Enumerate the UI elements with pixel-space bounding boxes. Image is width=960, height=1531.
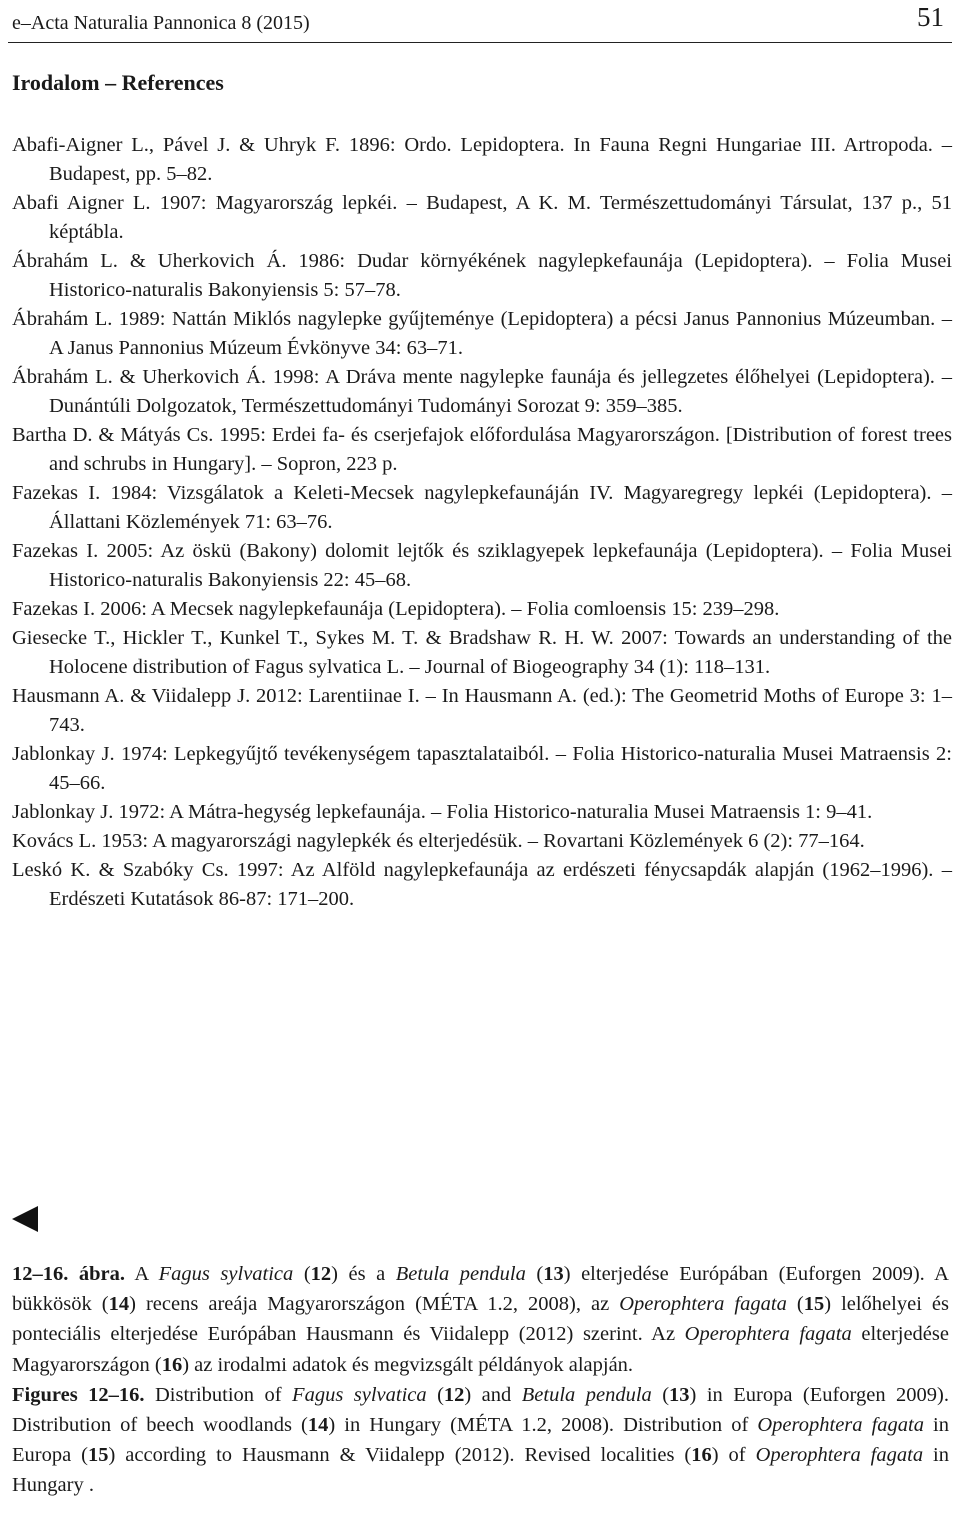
reference-item: Giesecke T., Hickler T., Kunkel T., Sykes M. T. & Bradshaw R. H. W. 2007: Towards an understanding of the Holocene distribution of Fagus sylvatica L. – Journal of Biogeography 34 (1): 118–131. xyxy=(12,627,952,678)
figure-number: 13 xyxy=(669,1383,690,1406)
caption-text: ( xyxy=(651,1383,670,1406)
reference-list xyxy=(12,131,952,914)
reference-item: Abafi-Aigner L., Pável J. & Uhryk F. 1896: Ordo. Lepidoptera. In Fauna Regni Hungariae III. Artropoda. – Budapest, pp. 5–82. xyxy=(12,134,952,185)
caption-text: ( xyxy=(293,1263,311,1285)
reference-item: Fazekas I. 2005: Az öskü (Bakony) dolomit lejtők és sziklagyepek lepkefaunája (Lepidoptera). – Folia Musei Historico-naturalis Bakonyiensis 22: 45–68. xyxy=(12,540,952,591)
figure-number: 14 xyxy=(307,1414,329,1437)
reference-item: Abafi Aigner L. 1907: Magyarország lepkéi. – Budapest, A K. M. Természettudományi Társulat, 137 p., 51 képtábla. xyxy=(12,192,952,243)
caption-label: 12–16. ábra. xyxy=(12,1263,126,1285)
figure-number: 12 xyxy=(443,1383,465,1406)
caption-text: Distribution of xyxy=(144,1383,293,1406)
caption-text: ( xyxy=(426,1383,444,1406)
caption-text: ) recens areája Magyarországon (MÉTA 1.2, 2008), az xyxy=(129,1293,620,1316)
caption-label: Figures 12–16. xyxy=(12,1383,145,1406)
species-name: Operophtera fagata xyxy=(684,1323,852,1346)
figure-number: 16 xyxy=(161,1353,183,1376)
caption-text: elterjedése Magyarországon ( xyxy=(12,1323,949,1376)
reference-item: Ábrahám L. & Uherkovich Á. 1986: Dudar környékének nagylepkefaunája (Lepidoptera). – Folia Musei Historico-naturalis Bakonyiensis 5: 57–78. xyxy=(12,250,952,301)
figure-caption xyxy=(12,1259,949,1501)
figure-number: 14 xyxy=(108,1293,130,1316)
caption-text: ) of xyxy=(711,1444,756,1467)
species-name: Operophtera fagata xyxy=(757,1414,924,1437)
species-name: Fagus sylvatica xyxy=(292,1383,427,1406)
reference-item: Fazekas I. 1984: Vizsgálatok a Keleti-Mecsek nagylepkefaunáján IV. Magyaregregy lepkéi (Lepidoptera). – Állattani Közlemények 71: 63–76. xyxy=(12,482,952,533)
reference-item: Ábrahám L. & Uherkovich Á. 1998: A Dráva mente nagylepke faunája és jellegzetes élőhelyei (Lepidoptera). – Dunántúli Dolgozatok, Természettudományi Tudományi Sorozat 9: 359–385. xyxy=(12,366,952,417)
caption-text: in Europa ( xyxy=(12,1414,949,1467)
reference-item: Jablonkay J. 1972: A Mátra-hegység lepkefaunája. – Folia Historico-naturalia Musei Matraensis 1: 9–41. xyxy=(12,801,873,823)
caption-hungarian xyxy=(12,1259,949,1380)
species-name: Fagus sylvatica xyxy=(158,1263,294,1285)
figure-number: 16 xyxy=(691,1444,712,1467)
page-header xyxy=(8,2,952,43)
section-title: Irodalom – References xyxy=(12,70,224,95)
caption-text: ( xyxy=(786,1293,804,1316)
caption-text: ) in Hungary (MÉTA 1.2, 2008). Distribution of xyxy=(328,1414,758,1437)
species-name: Betula pendula xyxy=(395,1263,526,1285)
caption-text: ( xyxy=(525,1263,544,1285)
caption-text: ) és a xyxy=(331,1263,396,1285)
left-triangle-arrow-icon xyxy=(12,1206,38,1232)
reference-item: Kovács L. 1953: A magyarországi nagylepkék és elterjedésük. – Rovartani Közlemények 6 (2): 77–164. xyxy=(12,830,865,852)
figure-number: 13 xyxy=(543,1263,564,1285)
reference-item: Fazekas I. 2006: A Mecsek nagylepkefaunája (Lepidoptera). – Folia comloensis 15: 239–298. xyxy=(12,598,780,620)
caption-text: ) in Europa (Euforgen 2009). Distribution of beech woodlands ( xyxy=(12,1383,950,1437)
caption-text: A xyxy=(125,1263,159,1285)
species-name: Operophtera fagata xyxy=(755,1444,924,1467)
page-number: 51 xyxy=(917,2,944,32)
caption-english xyxy=(12,1380,949,1501)
caption-text: ) az irodalmi adatok és megvizsgált példányok alapján. xyxy=(182,1353,634,1376)
reference-item: Ábrahám L. 1989: Nattán Miklós nagylepke gyűjteménye (Lepidoptera) a pécsi Janus Pannonius Múzeumban. – A Janus Pannonius Múzeum Évkönyve 34: 63–71. xyxy=(12,308,952,359)
reference-item: Hausmann A. & Viidalepp J. 2012: Larentiinae I. – In Hausmann A. (ed.): The Geometrid Moths of Europe 3: 1–743. xyxy=(12,685,952,736)
caption-text: ) lelőhelyei és ponteciális elterjedése Európában Hausmann és Viidalepp (2012) szerint. Az xyxy=(12,1293,950,1346)
reference-item: Leskó K. & Szabóky Cs. 1997: Az Alföld nagylepkefaunája az erdészeti fénycsapdák alapján (1962–1996). – Erdészeti Kutatások 86-87: 171–200. xyxy=(12,859,952,910)
caption-text: in Hungary . xyxy=(12,1444,949,1497)
figure-number: 15 xyxy=(803,1293,825,1316)
reference-item: Jablonkay J. 1974: Lepkegyűjtő tevékenységem tapasztalataiból. – Folia Historico-naturalia Musei Matraensis 2: 45–66. xyxy=(12,743,952,794)
caption-text: ) elterjedése Európában (Euforgen 2009). A bükkösök ( xyxy=(12,1263,949,1316)
caption-text: ) and xyxy=(464,1383,522,1406)
species-name: Operophtera fagata xyxy=(619,1293,787,1316)
journal-title: e–Acta Naturalia Pannonica 8 (2015) xyxy=(12,12,310,34)
caption-text: ) according to Hausmann & Viidalepp (2012). Revised localities ( xyxy=(108,1444,692,1467)
figure-number: 15 xyxy=(88,1444,109,1467)
figure-number: 12 xyxy=(310,1263,332,1285)
reference-item: Bartha D. & Mátyás Cs. 1995: Erdei fa- és cserjefajok előfordulása Magyarországon. [Distribution of forest trees and schrubs in Hungary]. – Sopron, 223 p. xyxy=(12,424,952,475)
species-name: Betula pendula xyxy=(521,1383,652,1406)
